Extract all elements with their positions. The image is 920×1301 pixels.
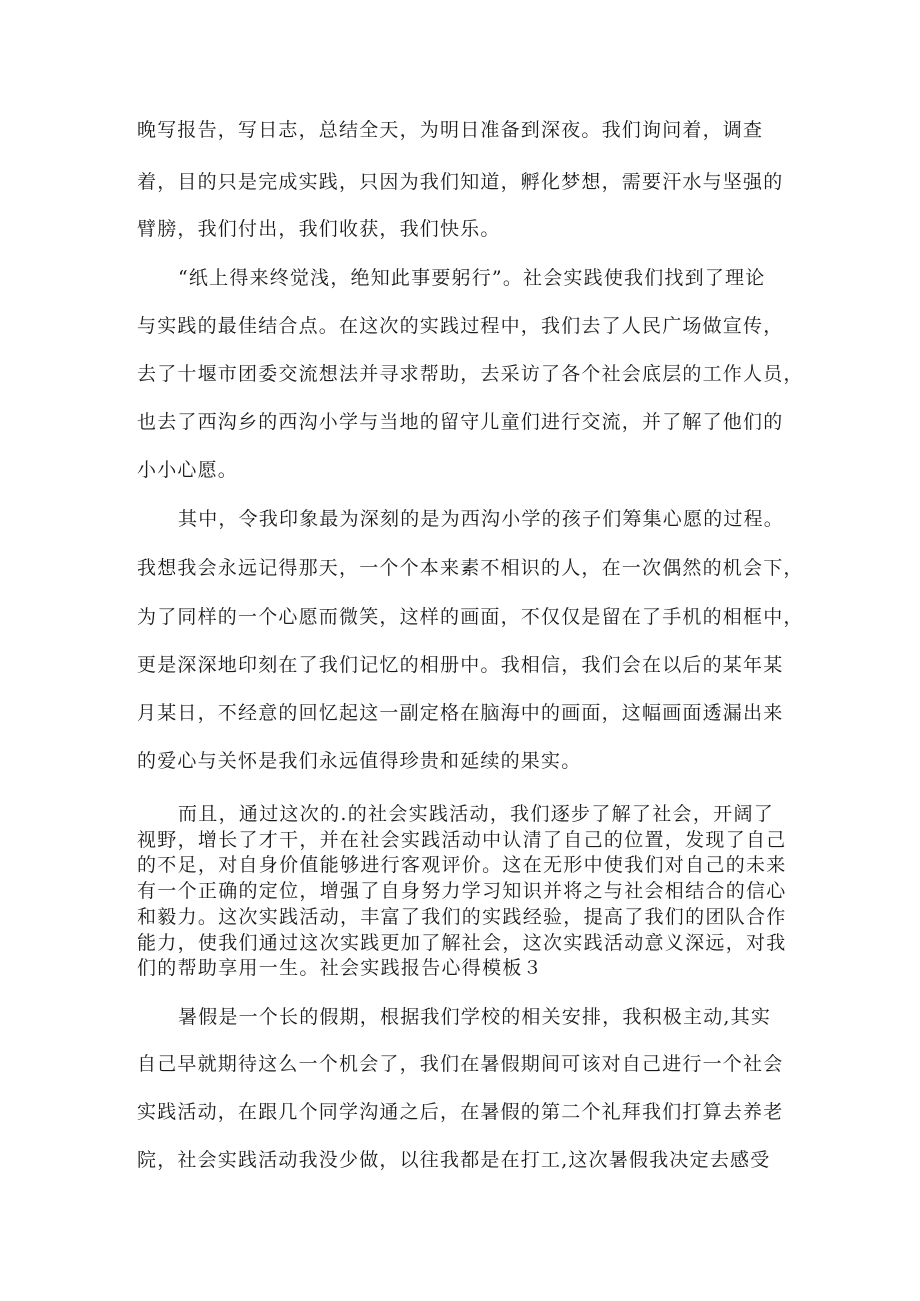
paragraph-2-line-1: “纸上得来终觉浅，绝知此事要躬行”。社会实践使我们找到了理论 [178,267,766,289]
paragraph-3-line-4: 更是深深地印刻在了我们记忆的相册中。我相信，我们会在以后的某年某 [137,654,784,676]
paragraph-4-line-7: 们的帮助享用一生。社会实践报告心得模板３ [137,957,544,979]
paragraph-4-line-6: 能力，使我们通过这次实践更加了解社会，这次实践活动意义深远，对我 [137,932,787,954]
paragraph-3-line-2: 我想我会永远记得那天，一个个本来素不相识的人，在一次偶然的机会下， [137,557,804,579]
paragraph-2-line-4: 也去了西沟乡的西沟小学与当地的留守儿童们进行交流，并了解了他们的 [137,411,784,433]
paragraph-2-line-3: 去了十堰市团委交流想法并寻求帮助，去采访了各个社会底层的工作人员， [137,363,804,385]
paragraph-4-line-4: 有一个正确的定位，增强了自身努力学习知识并将之与社会相结合的信心 [137,880,787,902]
paragraph-3-line-6: 的爱心与关怀是我们永远值得珍贵和延续的果实。 [137,750,582,772]
paragraph-4-line-3: 的不足，对自身价值能够进行客观评价。这在无形中使我们对自己的未来 [137,854,787,876]
paragraph-1-line-3: 臂膀，我们付出，我们收获，我们快乐。 [137,218,501,240]
paragraph-1-line-2: 着，目的只是完成实践，只因为我们知道，孵化梦想，需要汗水与坚强的 [137,171,784,193]
paragraph-4-line-5: 和毅力。这次实践活动，丰富了我们的实践经验，提高了我们的团队合作 [137,906,787,928]
paragraph-5-line-2: 自己早就期待这么一个机会了，我们在暑假期间可该对自己进行一个社会 [137,1053,784,1075]
paragraph-1-line-1: 晚写报告，写日志，总结全天，为明日准备到深夜。我们询问着，调查 [137,119,764,141]
paragraph-2-line-2: 与实践的最佳结合点。在这次的实践过程中，我们去了人民广场做宣传， [137,315,784,337]
paragraph-4-line-1: 而且，通过这次的.的社会实践活动，我们逐步了解了社会，开阔了 [178,803,775,825]
paragraph-5-line-1: 暑假是一个长的假期，根据我们学校的相关安排，我积极主动,其实 [178,1006,772,1028]
paragraph-4-line-2: 视野，增长了才干，并在社会实践活动中认清了自己的位置，发现了自己 [137,829,787,851]
paragraph-5-line-3: 实践活动，在跟几个同学沟通之后，在暑假的第二个礼拜我们打算去养老 [137,1101,784,1123]
paragraph-3-line-1: 其中，令我印象最为深刻的是为西沟小学的孩子们筹集心愿的过程。 [178,508,785,530]
paragraph-3-line-5: 月某日，不经意的回忆起这一副定格在脑海中的画面，这幅画面透漏出来 [137,702,784,724]
paragraph-2-line-5: 小小心愿。 [137,459,239,481]
paragraph-5-line-4: 院，社会实践活动我没少做，以往我都是在打工,这次暑假我决定去感受 [137,1149,771,1171]
paragraph-3-line-3: 为了同样的一个心愿而微笑，这样的画面，不仅仅是留在了手机的相框中， [137,606,804,628]
